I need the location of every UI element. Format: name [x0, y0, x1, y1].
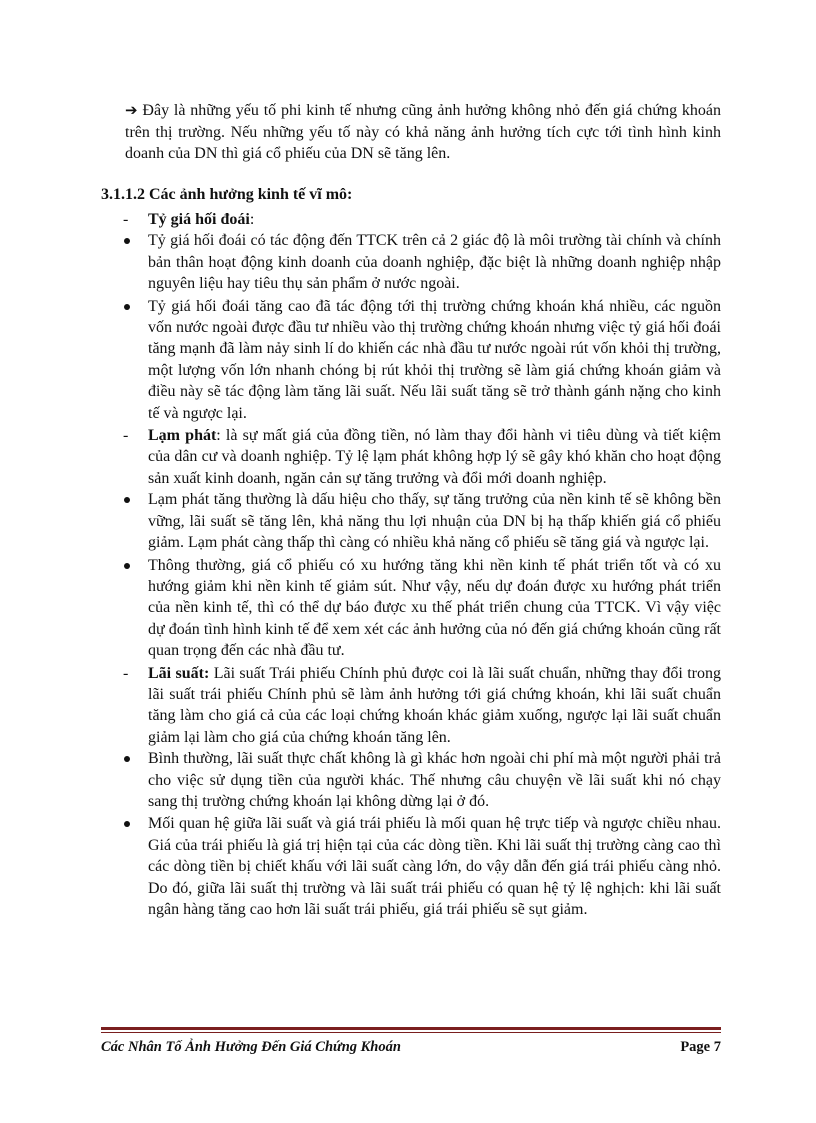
footer-rule — [101, 1027, 721, 1033]
item-title: Tỷ giá hối đoái — [148, 211, 250, 228]
bullet-list — [101, 489, 721, 661]
footer-rule-thick — [101, 1027, 721, 1030]
bullet-text: Mối quan hệ giữa lãi suất và giá trái phiếu là mối quan hệ trực tiếp và ngược chiều nhau. Giá của trái phiếu là giá trị hiện tại của các dòng tiền. Khi lãi suất thị trường càng cao thì các dòng tiền bị chiết khấu với lãi suất càng lớn, do vậy dẫn đến giá trái phiếu càng nhỏ. Do đó, giữa lãi suất thị trường và lãi suất trái phiếu có quan hệ tỷ lệ nghịch: khi lãi suất ngân hàng tăng cao hơn lãi suất trái phiếu, giá trái phiếu sẽ sụt giảm. — [148, 815, 721, 918]
bullet-text: Bình thường, lãi suất thực chất không là gì khác hơn ngoài chi phí mà một người phải trả cho việc sử dụng tiền của người khác. Thế nhưng câu chuyện về lãi suất khi nó chạy sang thị trường chứng khoán lại không dừng lại ở đó. — [148, 750, 721, 810]
item-text: : là sự mất giá của đồng tiền, nó làm thay đổi hành vi tiêu dùng và tiết kiệm của dân cư và doanh nghiệp. Tỷ lệ lạm phát không hợp lý sẽ gây khó khăn cho hoạt động sản xuất kinh doanh, ngăn cản sự tăng trưởng và đổi mới doanh nghiệp. — [148, 427, 721, 487]
bullet-text: Tỷ giá hối đoái tăng cao đã tác động tới thị trường chứng khoán khá nhiều, các nguồn vốn nước ngoài được đầu tư nhiều vào thị trường chứng khoán nhưng việc tỷ giá hối đoái tăng mạnh đã làm nảy sinh lí do khiến các nhà đầu tư nước ngoài rút vốn khỏi thị trường, một lượng vốn lớn nhanh chóng bị rút khỏi thị trường sẽ làm giá chứng khoán giảm và điều này sẽ tác động làm tăng lãi suất. Nếu lãi suất tăng sẽ trở thành gánh nặng cho kinh tế và ngược lại. — [148, 297, 721, 422]
item-interest-rate — [101, 663, 721, 921]
list-item — [101, 748, 721, 812]
arrow-right-icon: ➔ — [125, 101, 138, 119]
list-item — [101, 555, 721, 662]
bullet-text: Tỷ giá hối đoái có tác động đến TTCK trên cả 2 giác độ là môi trường tài chính và chính bản thân hoạt động kinh doanh của doanh nghiệp, đặc biệt là những doanh nghiệp nhập nguyên liệu hay tiêu thụ sản phẩm ở nước ngoài. — [148, 232, 721, 293]
bullet-dot-icon — [124, 238, 130, 244]
section-heading: 3.1.1.2 Các ảnh hưởng kinh tế vĩ mô: — [101, 186, 353, 203]
bullet-list — [101, 230, 721, 424]
item-title: Lãi suất: — [148, 664, 210, 682]
intro-text: Đây là những yếu tố phi kinh tế nhưng cũng ảnh hưởng không nhỏ đến giá chứng khoán trên thị trường. Nếu những yếu tố này có khả năng ảnh hưởng tích cực tới tình hình kinh doanh của DN thì giá cổ phiếu của DN sẽ tăng lên. — [125, 102, 721, 162]
bullet-dot-icon — [124, 563, 130, 569]
page-number: Page 7 — [680, 1039, 721, 1055]
bullet-list — [101, 748, 721, 920]
bullet-dot-icon — [124, 821, 130, 827]
footer-title: Các Nhân Tố Ảnh Hưởng Đến Giá Chứng Khoán — [101, 1039, 401, 1055]
item-exchange-rate — [101, 209, 721, 424]
bullet-dot-icon — [124, 304, 130, 310]
item-text: Lãi suất Trái phiếu Chính phủ được coi là lãi suất chuẩn, những thay đổi trong lãi suất trái phiếu Chính phủ sẽ làm ảnh hưởng tới giá chứng khoán, khi lãi suất chuẩn tăng làm cho giá cả của các loại chứng khoán khác giảm xuống, ngược lại lãi suất chuẩn giảm lại làm cho giá của chứng khoán tăng lên. — [148, 664, 721, 746]
dash-marker: - — [123, 427, 129, 445]
item-inflation — [101, 425, 721, 661]
page-footer — [101, 1039, 721, 1056]
dash-marker: - — [123, 211, 129, 228]
bullet-dot-icon — [124, 497, 130, 503]
bullet-dot-icon — [124, 756, 130, 762]
footer-rule-thin — [101, 1032, 721, 1033]
intro-paragraph — [125, 100, 721, 165]
list-item — [101, 296, 721, 424]
list-item — [101, 489, 721, 553]
item-title: Lạm phát — [148, 427, 217, 445]
section-body — [101, 209, 721, 921]
intro-block — [125, 100, 721, 183]
item-text: : — [249, 211, 255, 228]
list-item — [101, 813, 721, 920]
bullet-text: Lạm phát tăng thường là dấu hiệu cho thấy, sự tăng trưởng của nền kinh tế sẽ không bền vững, lãi suất sẽ tăng lên, khả năng thu lợi nhuận của DN bị hạ thấp khiến giá cổ phiếu giảm. Lạm phát càng thấp thì càng có nhiều khả năng cổ phiếu sẽ tăng giá và ngược lại. — [148, 491, 721, 552]
dash-marker: - — [123, 664, 129, 682]
list-item — [101, 230, 721, 294]
bullet-text: Thông thường, giá cổ phiếu có xu hướng tăng khi nền kinh tế phát triển tốt và có xu hướng giảm khi nền kinh tế giảm sút. Như vậy, nếu dự đoán được xu hướng phát triển của nền kinh tế, thì có thể dự báo được xu thế phát triển chung của TTCK. Vì vậy việc dự đoán tình hình kinh tế để xem xét các ảnh hưởng của nó đến giá chứng khoán cũng rất quan trọng đến các nhà đầu tư. — [148, 556, 721, 660]
